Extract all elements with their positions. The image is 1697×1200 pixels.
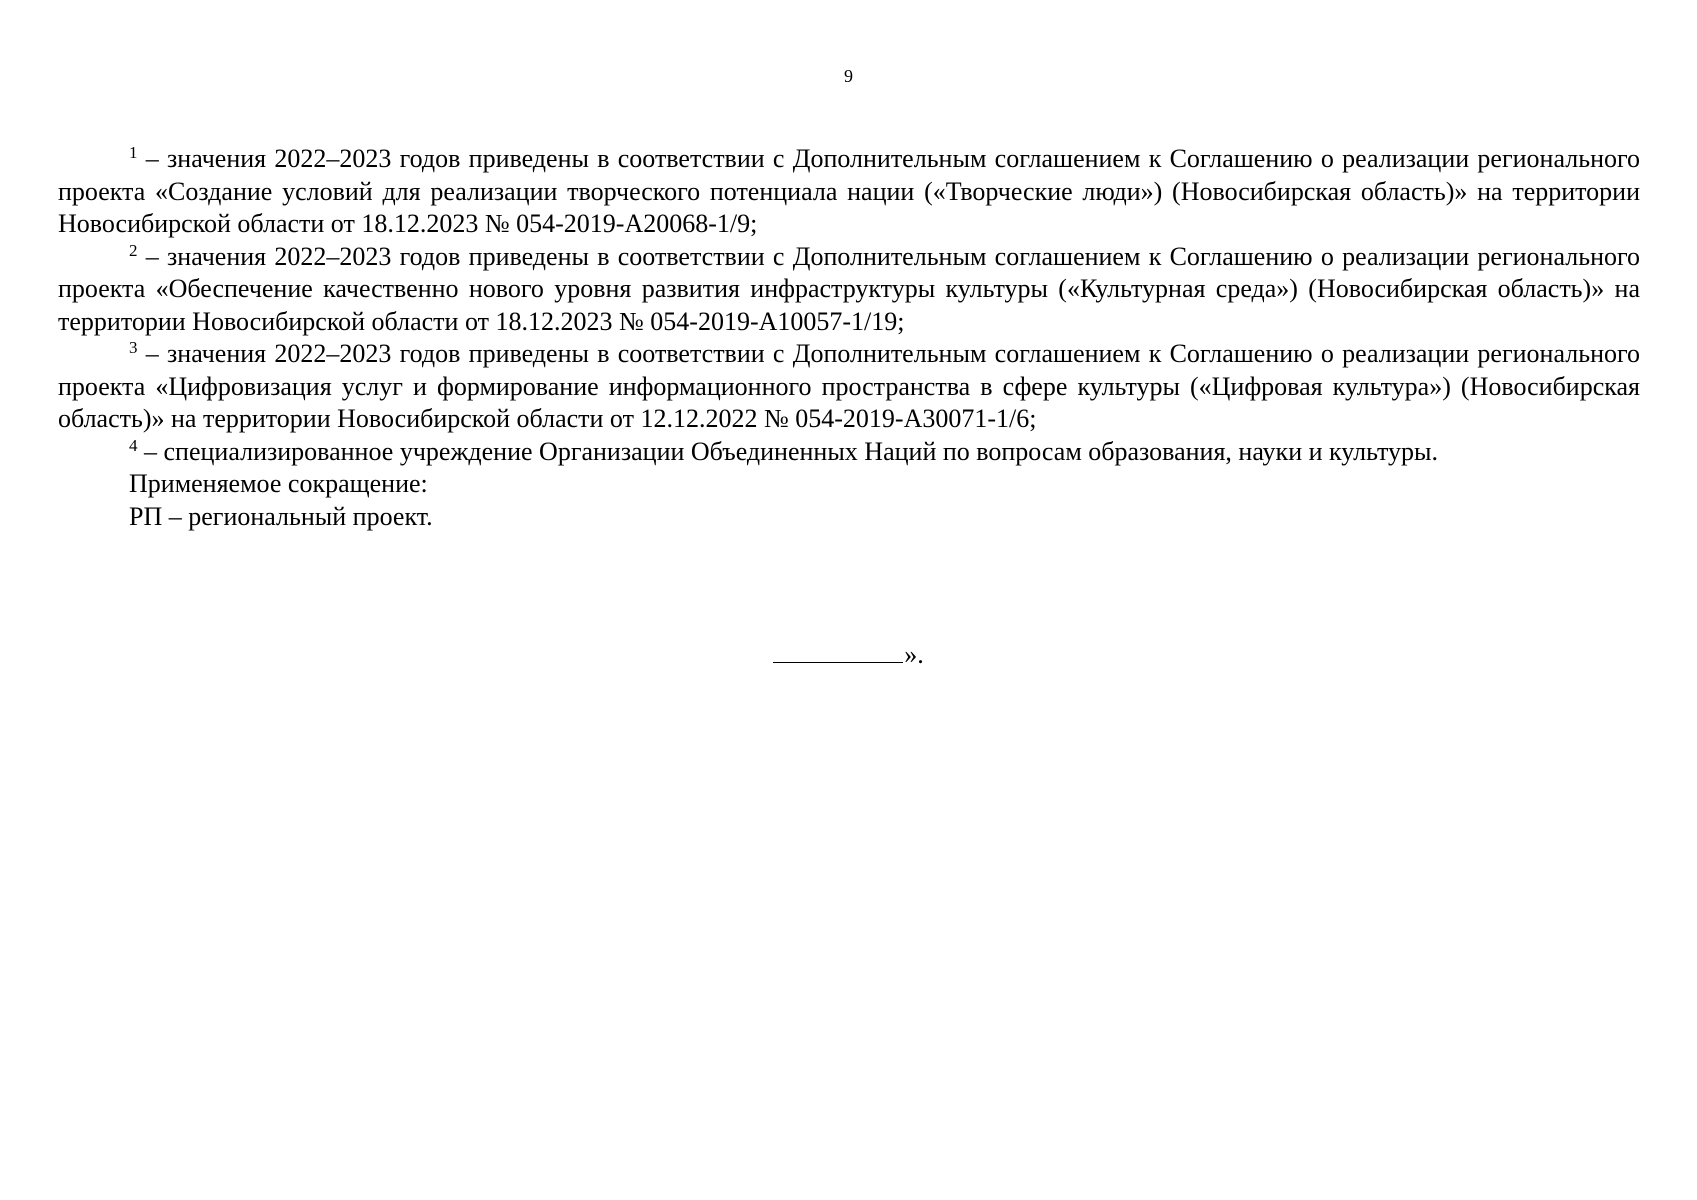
footnote-text: – значения 2022–2023 годов приведены в соответствии с Дополнительным соглашением к Соглашению о реализации регионального проекта «Создание условий для реализации творческого потенциала нации («Творческие люди») (Новосибирская область)» на территории Новосибирской области от 18.12.2023 № 054-2019-А20068-1/9; bbox=[58, 144, 1640, 238]
footnotes-block bbox=[58, 143, 1640, 533]
abbreviation-item: РП – региональный проект. bbox=[129, 501, 433, 531]
footnote-text: – значения 2022–2023 годов приведены в соответствии с Дополнительным соглашением к Соглашению о реализации регионального проекта «Обеспечение качественно нового уровня развития инфраструктуры культуры («Культурная среда») (Новосибирская область)» на территории Новосибирской области от 18.12.2023 № 054-2019-А10057-1/19; bbox=[58, 241, 1640, 336]
closing-quote: ». bbox=[904, 640, 924, 669]
footnote-marker: 1 bbox=[129, 143, 138, 162]
footnote-3 bbox=[58, 338, 1640, 436]
footnote-marker: 4 bbox=[129, 435, 138, 455]
signature-rule bbox=[773, 636, 903, 663]
footnote-2 bbox=[58, 241, 1640, 339]
footnote-text: – значения 2022–2023 годов приведены в соответствии с Дополнительным соглашением к Соглашению о реализации регионального проекта «Цифровизация услуг и формирование информационного пространства в сфере культуры («Цифровая культура») (Новосибирская область)» на территории Новосибирской области от 12.12.2022 № 054-2019-А30071-1/6; bbox=[58, 339, 1640, 433]
closing-line bbox=[0, 636, 1697, 671]
footnote-marker: 3 bbox=[129, 338, 138, 357]
abbreviations-heading: Применяемое сокращение: bbox=[129, 469, 428, 498]
footnote-4 bbox=[58, 436, 1640, 469]
page-number: 9 bbox=[844, 66, 853, 86]
footnote-text: – специализированное учреждение Организации Объединенных Наций по вопросам образования, науки и культуры. bbox=[137, 436, 1438, 466]
footnote-1 bbox=[58, 143, 1640, 241]
footnote-marker: 2 bbox=[129, 240, 138, 260]
